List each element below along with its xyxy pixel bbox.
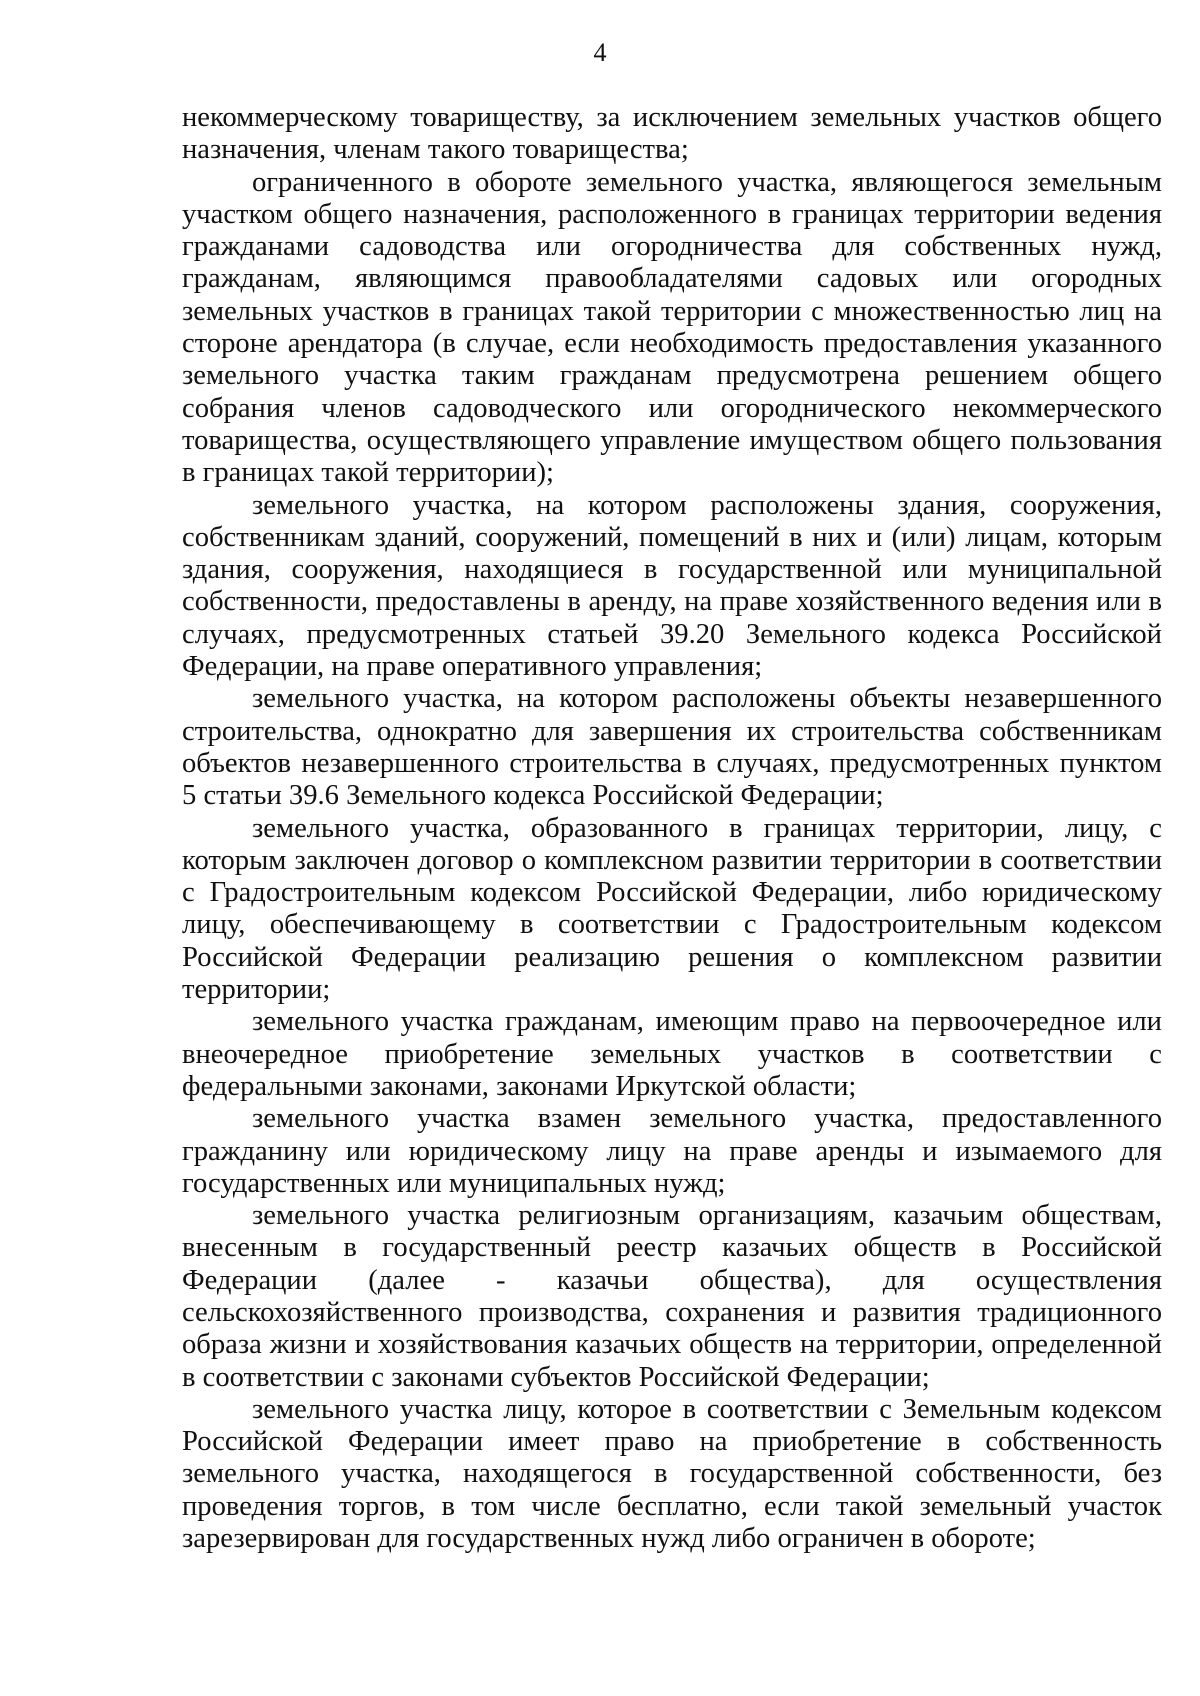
paragraph-priority-right: земельного участка гражданам, имеющим право на первоочередное или внеочередное приобретение земельных участков в соответствии с федеральными законами, законами Иркутской области; xyxy=(182,1006,1162,1102)
paragraph-complex-development: земельного участка, образованного в границах территории, лицу, с которым заключен договор о комплексном развитии территории в соответствии с Градостроительным кодексом Российской Федерации, либо юридическому лицу, обеспечивающему в соответствии с Градостроительным кодексом Российской Федерации реализацию решения о комплексном развитии территории; xyxy=(182,812,1162,1006)
paragraph-restricted-common-plot: ограниченного в обороте земельного участка, являющегося земельным участком общего назначения, расположенного в границах территории ведения гражданами садоводства или огородничества для собственных нужд, гражданам, являющимся правообладателями садовых или огородных земельных участков в границах такой территории с множественностью лиц на стороне арендатора (в случае, если необходимость предоставления указанного земельного участка таким гражданам предусмотрена решением общего собрания членов садоводческого или огороднического некоммерческого товарищества, осуществляющего управление имуществом общего пользования в границах такой территории); xyxy=(182,166,1162,489)
paragraph-unfinished-construction: земельного участка, на котором расположены объекты незавершенного строительства, однократно для завершения их строительства собственникам объектов незавершенного строительства в случаях, предусмотренных пунктом 5 статьи 39.6 Земельного кодекса Российской Федерации; xyxy=(182,683,1162,812)
paragraph-continuation: некоммерческому товариществу, за исключением земельных участков общего назначения, членам такого товарищества; xyxy=(182,102,1162,166)
paragraph-religious-cossack: земельного участка религиозным организациям, казачьим обществам, внесенным в государственный реестр казачьих обществ в Российской Федерации (далее - казачьи общества), для осуществления сельскохозяйственного производства, сохранения и развития традиционного образа жизни и хозяйствования казачьих обществ на территории, определенной в соответствии с законами субъектов Российской Федерации; xyxy=(182,1200,1162,1393)
document-body xyxy=(182,102,1162,1555)
page-number: 4 xyxy=(593,38,607,67)
paragraph-reserved-plot: земельного участка лицу, которое в соответствии с Земельным кодексом Российской Федерации имеет право на приобретение в собственность земельного участка, находящегося в государственной собственности, без проведения торгов, в том числе бесплатно, если такой земельный участок зарезервирован для государственных нужд либо ограничен в обороте; xyxy=(182,1393,1162,1555)
paragraph-plot-with-buildings: земельного участка, на котором расположены здания, сооружения, собственникам зданий, сооружений, помещений в них и (или) лицам, которым здания, сооружения, находящиеся в государственной или муниципальной собственности, предоставлены в аренду, на праве хозяйственного ведения или в случаях, предусмотренных статьей 39.20 Земельного кодекса Российской Федерации, на праве оперативного управления; xyxy=(182,489,1162,683)
paragraph-replacement-plot: земельного участка взамен земельного участка, предоставленного гражданину или юридическому лицу на праве аренды и изымаемого для государственных или муниципальных нужд; xyxy=(182,1103,1162,1199)
